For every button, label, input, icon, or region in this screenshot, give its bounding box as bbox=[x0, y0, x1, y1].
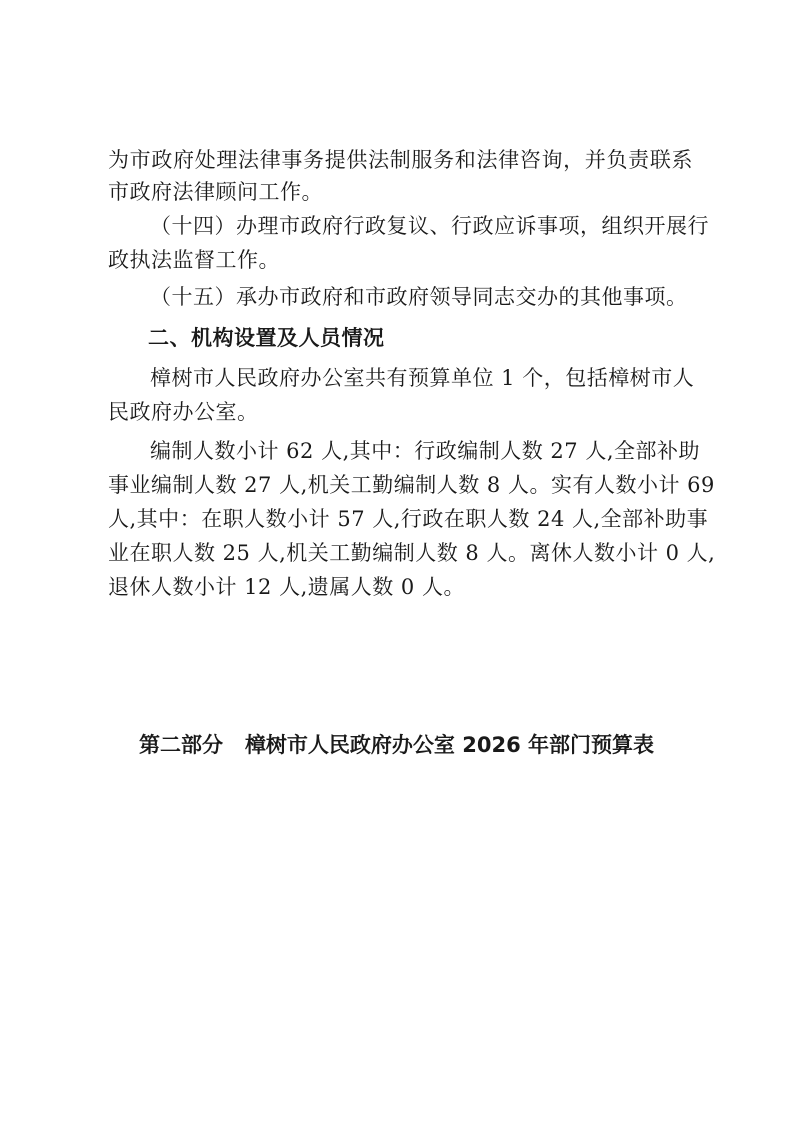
section-heading: 二、机构设置及人员情况 bbox=[148, 326, 385, 350]
paragraph-line: 编制人数小计 62 人,其中：行政编制人数 27 人,全部补助 bbox=[150, 439, 700, 463]
paragraph-line: 民政府办公室。 bbox=[108, 400, 259, 424]
paragraph-line: 政执法监督工作。 bbox=[108, 248, 280, 272]
paragraph-line: （十四）办理市政府行政复议、行政应诉事项，组织开展行 bbox=[150, 214, 709, 238]
part-title: 第二部分 樟树市人民政府办公室 2026 年部门预算表 bbox=[138, 733, 654, 757]
paragraph-line: （十五）承办市政府和市政府领导同志交办的其他事项。 bbox=[150, 285, 688, 309]
paragraph-line: 业在职人数 25 人,机关工勤编制人数 8 人。离休人数小计 0 人, bbox=[108, 541, 716, 565]
paragraph-line: 事业编制人数 27 人,机关工勤编制人数 8 人。实有人数小计 69 bbox=[108, 473, 715, 497]
paragraph-line: 退休人数小计 12 人,遗属人数 0 人。 bbox=[108, 575, 465, 599]
paragraph-line: 人,其中：在职人数小计 57 人,行政在职人数 24 人,全部补助事 bbox=[108, 507, 709, 531]
paragraph-line: 为市政府处理法律事务提供法制服务和法律咨询，并负责联系 bbox=[108, 148, 693, 172]
paragraph-line: 市政府法律顾问工作。 bbox=[108, 180, 323, 204]
paragraph-line: 樟树市人民政府办公室共有预算单位 1 个，包括樟树市人 bbox=[150, 366, 695, 390]
